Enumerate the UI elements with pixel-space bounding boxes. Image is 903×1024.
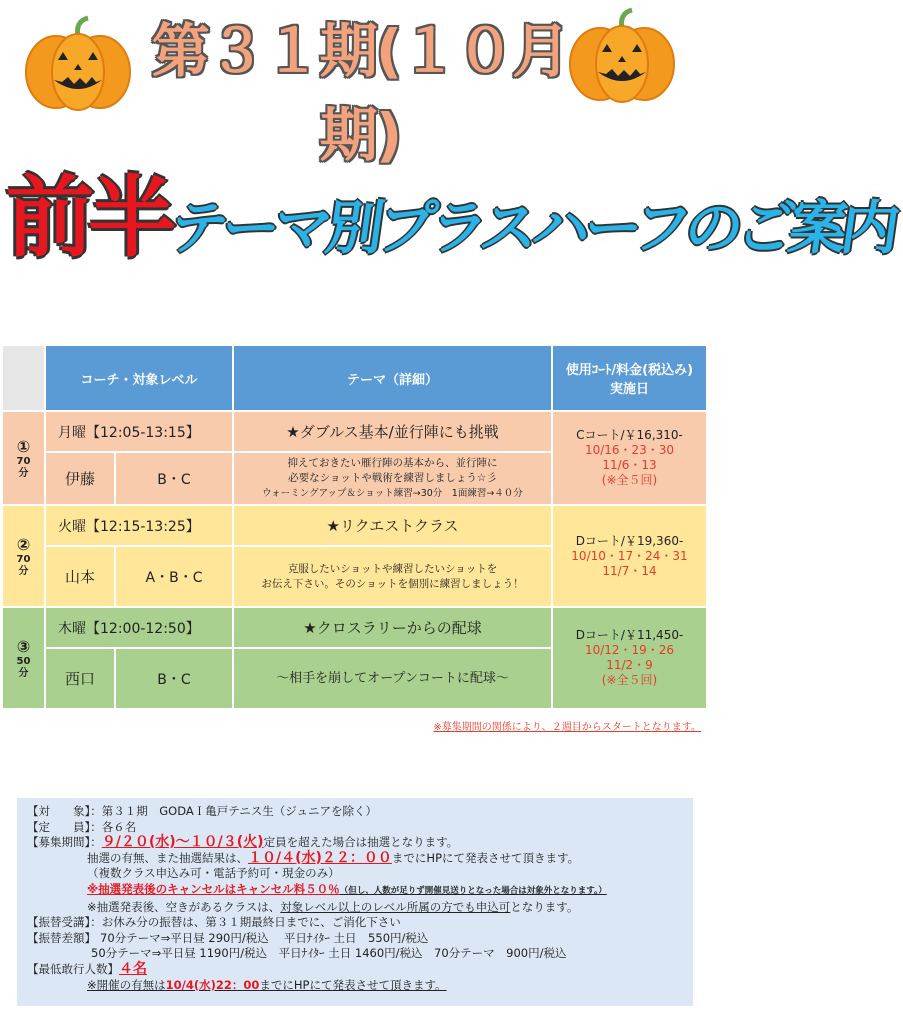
row-number [2, 505, 45, 607]
row-minutes-unit: 分 [18, 667, 29, 679]
dates-october: 10/12・19・26 [584, 643, 675, 657]
header-court-label: 使用ｺｰﾄ/料金(税込み) [565, 363, 694, 378]
info-label: 【定 員】 [27, 819, 91, 834]
row-price [552, 607, 707, 709]
info-cancel [27, 882, 683, 900]
court-price: Dコート/￥11,450- [575, 628, 684, 642]
row-minutes-unit: 分 [18, 467, 29, 479]
row-level: A・B・C [115, 546, 233, 607]
info-value: ：お休み分の振替は、第３１期最終日までに、ご消化下さい [90, 915, 401, 930]
detail-line: 克服したいショットや練習したいショットを [287, 562, 498, 575]
info-value: 定員を超えた場合は抽選となります。 [263, 835, 459, 850]
detail-line: 抑えておきたい雁行陣の基本から、並行陣に [287, 457, 498, 469]
held-date: 10/4(水)22：00 [165, 977, 260, 992]
info-held [27, 978, 683, 994]
info-value: ：第３１期 GODAＩ亀戸テニス生（ジュニアを除く） [90, 804, 378, 818]
row-number-label: ② [16, 534, 31, 554]
info-vacancy [27, 900, 683, 916]
detail-line: 必要なショットや戦術を練習しましょう☆彡 [288, 472, 497, 484]
detail-line: ウォーミングアップ＆ショット練習→30分 1面練習→４０分 [262, 488, 523, 499]
subtitle-first-half: 前半 [6, 166, 171, 269]
row-theme: ★ダブルス基本/並行陣にも挑戦 [233, 411, 552, 452]
info-text: 抽選の有無、また抽選結果は、 [87, 850, 248, 865]
row-detail [233, 452, 552, 505]
row-minutes: 70 [16, 455, 31, 467]
info-text: となります。 [510, 899, 579, 914]
info-min-people [27, 962, 683, 978]
row-number-label: ③ [16, 636, 31, 656]
row-detail [233, 648, 552, 709]
row-detail [233, 546, 552, 607]
page-subtitle [0, 148, 899, 288]
row-price [552, 505, 707, 607]
session-count: (※全５回) [601, 473, 658, 487]
info-text: ※抽選発表後、空きがあるクラスは、 [87, 899, 281, 914]
row-time: 木曜【12:00-12:50】 [45, 607, 233, 648]
info-label: 【最低敢行人数】 [27, 961, 119, 976]
page-title: 第３１期(１０月期) [151, 17, 569, 169]
row-time: 月曜【12:05-13:15】 [45, 411, 233, 452]
min-people-value: ４名 [119, 960, 147, 977]
info-diff-2: 50分テーマ⇒平日昼 1190円/税込 平日ﾅｲﾀｰ 土日 1460円/税込 70分テーマ 900円/税込 [91, 946, 567, 961]
info-text: ※開催の有無は [87, 977, 166, 992]
row-minutes: 50 [16, 655, 31, 667]
period-dates: ９/２０(水)～１０/３(火) [101, 834, 264, 851]
header-date-label: 実施日 [609, 382, 649, 397]
info-text: 対象レベル以上のレベル所属の方でも申込可 [280, 899, 511, 914]
info-separator: ： [90, 835, 102, 850]
subtitle-theme: テーマ別プラスハーフのご案内 [165, 194, 899, 262]
dates-october: 10/16・23・30 [584, 443, 675, 457]
header-corner [2, 345, 45, 411]
row-theme: ★クロスラリーからの配球 [233, 607, 552, 648]
info-label: 【振替差額】 [27, 930, 96, 945]
info-label: 【募集期間】 [27, 835, 91, 850]
row-coach: 西口 [45, 648, 115, 709]
info-target [27, 804, 683, 820]
info-text: までにHPにて発表させて頂きます。 [391, 850, 580, 865]
row-time: 火曜【12:15-13:25】 [45, 505, 233, 546]
info-value: ：各６名 [90, 819, 137, 834]
row-coach: 伊藤 [45, 452, 115, 505]
row-theme: ★リクエストクラス [233, 505, 552, 546]
row-minutes: 70 [16, 553, 31, 565]
detail-line: ～相手を崩してオープンコートに配球～ [276, 671, 509, 686]
row-coach: 山本 [45, 546, 115, 607]
row-minutes-unit: 分 [18, 565, 29, 577]
info-lottery [27, 851, 683, 867]
dates-november: 11/2・9 [606, 658, 653, 672]
row-level: B・C [115, 648, 233, 709]
dates-november: 11/7・14 [602, 563, 657, 578]
session-count: (※全５回) [601, 673, 658, 687]
row-price [552, 411, 707, 505]
row-number [2, 411, 45, 505]
cancel-note: （但し、人数が足りず開催見送りとなった場合は対象外となります。） [339, 885, 607, 896]
info-text: までにHPにて発表させて頂きます。 [259, 977, 447, 992]
pumpkin-icon [22, 14, 134, 114]
court-price: Cコート/￥16,310- [576, 428, 683, 442]
dates-october: 10/10・17・24・31 [571, 548, 688, 563]
info-methods: （複数クラス申込み可・電話予約可・現金のみ） [87, 866, 340, 881]
info-label: 【対 象】 [27, 804, 91, 818]
info-label: 【振替受講】 [27, 915, 91, 930]
header-court-price [552, 345, 707, 411]
header-coach-level: コーチ・対象レベル [45, 345, 233, 411]
court-price: Dコート/￥19,360- [575, 533, 684, 548]
info-transfer [27, 915, 683, 931]
dates-november: 11/6・13 [602, 458, 657, 472]
table-footnote: ※募集期間の関係により、２週目からスタートとなります。 [433, 722, 701, 733]
detail-line: お伝え下さい。そのショットを個別に練習しましょう！ [261, 577, 524, 590]
row-level: B・C [115, 452, 233, 505]
lottery-date: １０/４(水)２２：００ [248, 849, 392, 866]
header-theme: テーマ（詳細） [233, 345, 552, 411]
pumpkin-icon [566, 6, 678, 106]
cancel-policy: ※抽選発表後のキャンセルはキャンセル料５０％ [87, 881, 340, 896]
info-value: 70分テーマ⇒平日昼 290円/税込 平日ﾅｲﾀｰ 土日 550円/税込 [100, 930, 429, 945]
info-period [27, 835, 683, 851]
info-diff [27, 931, 683, 947]
info-box [17, 798, 693, 1006]
row-number-label: ① [16, 436, 31, 456]
row-number [2, 607, 45, 709]
info-capacity [27, 820, 683, 836]
